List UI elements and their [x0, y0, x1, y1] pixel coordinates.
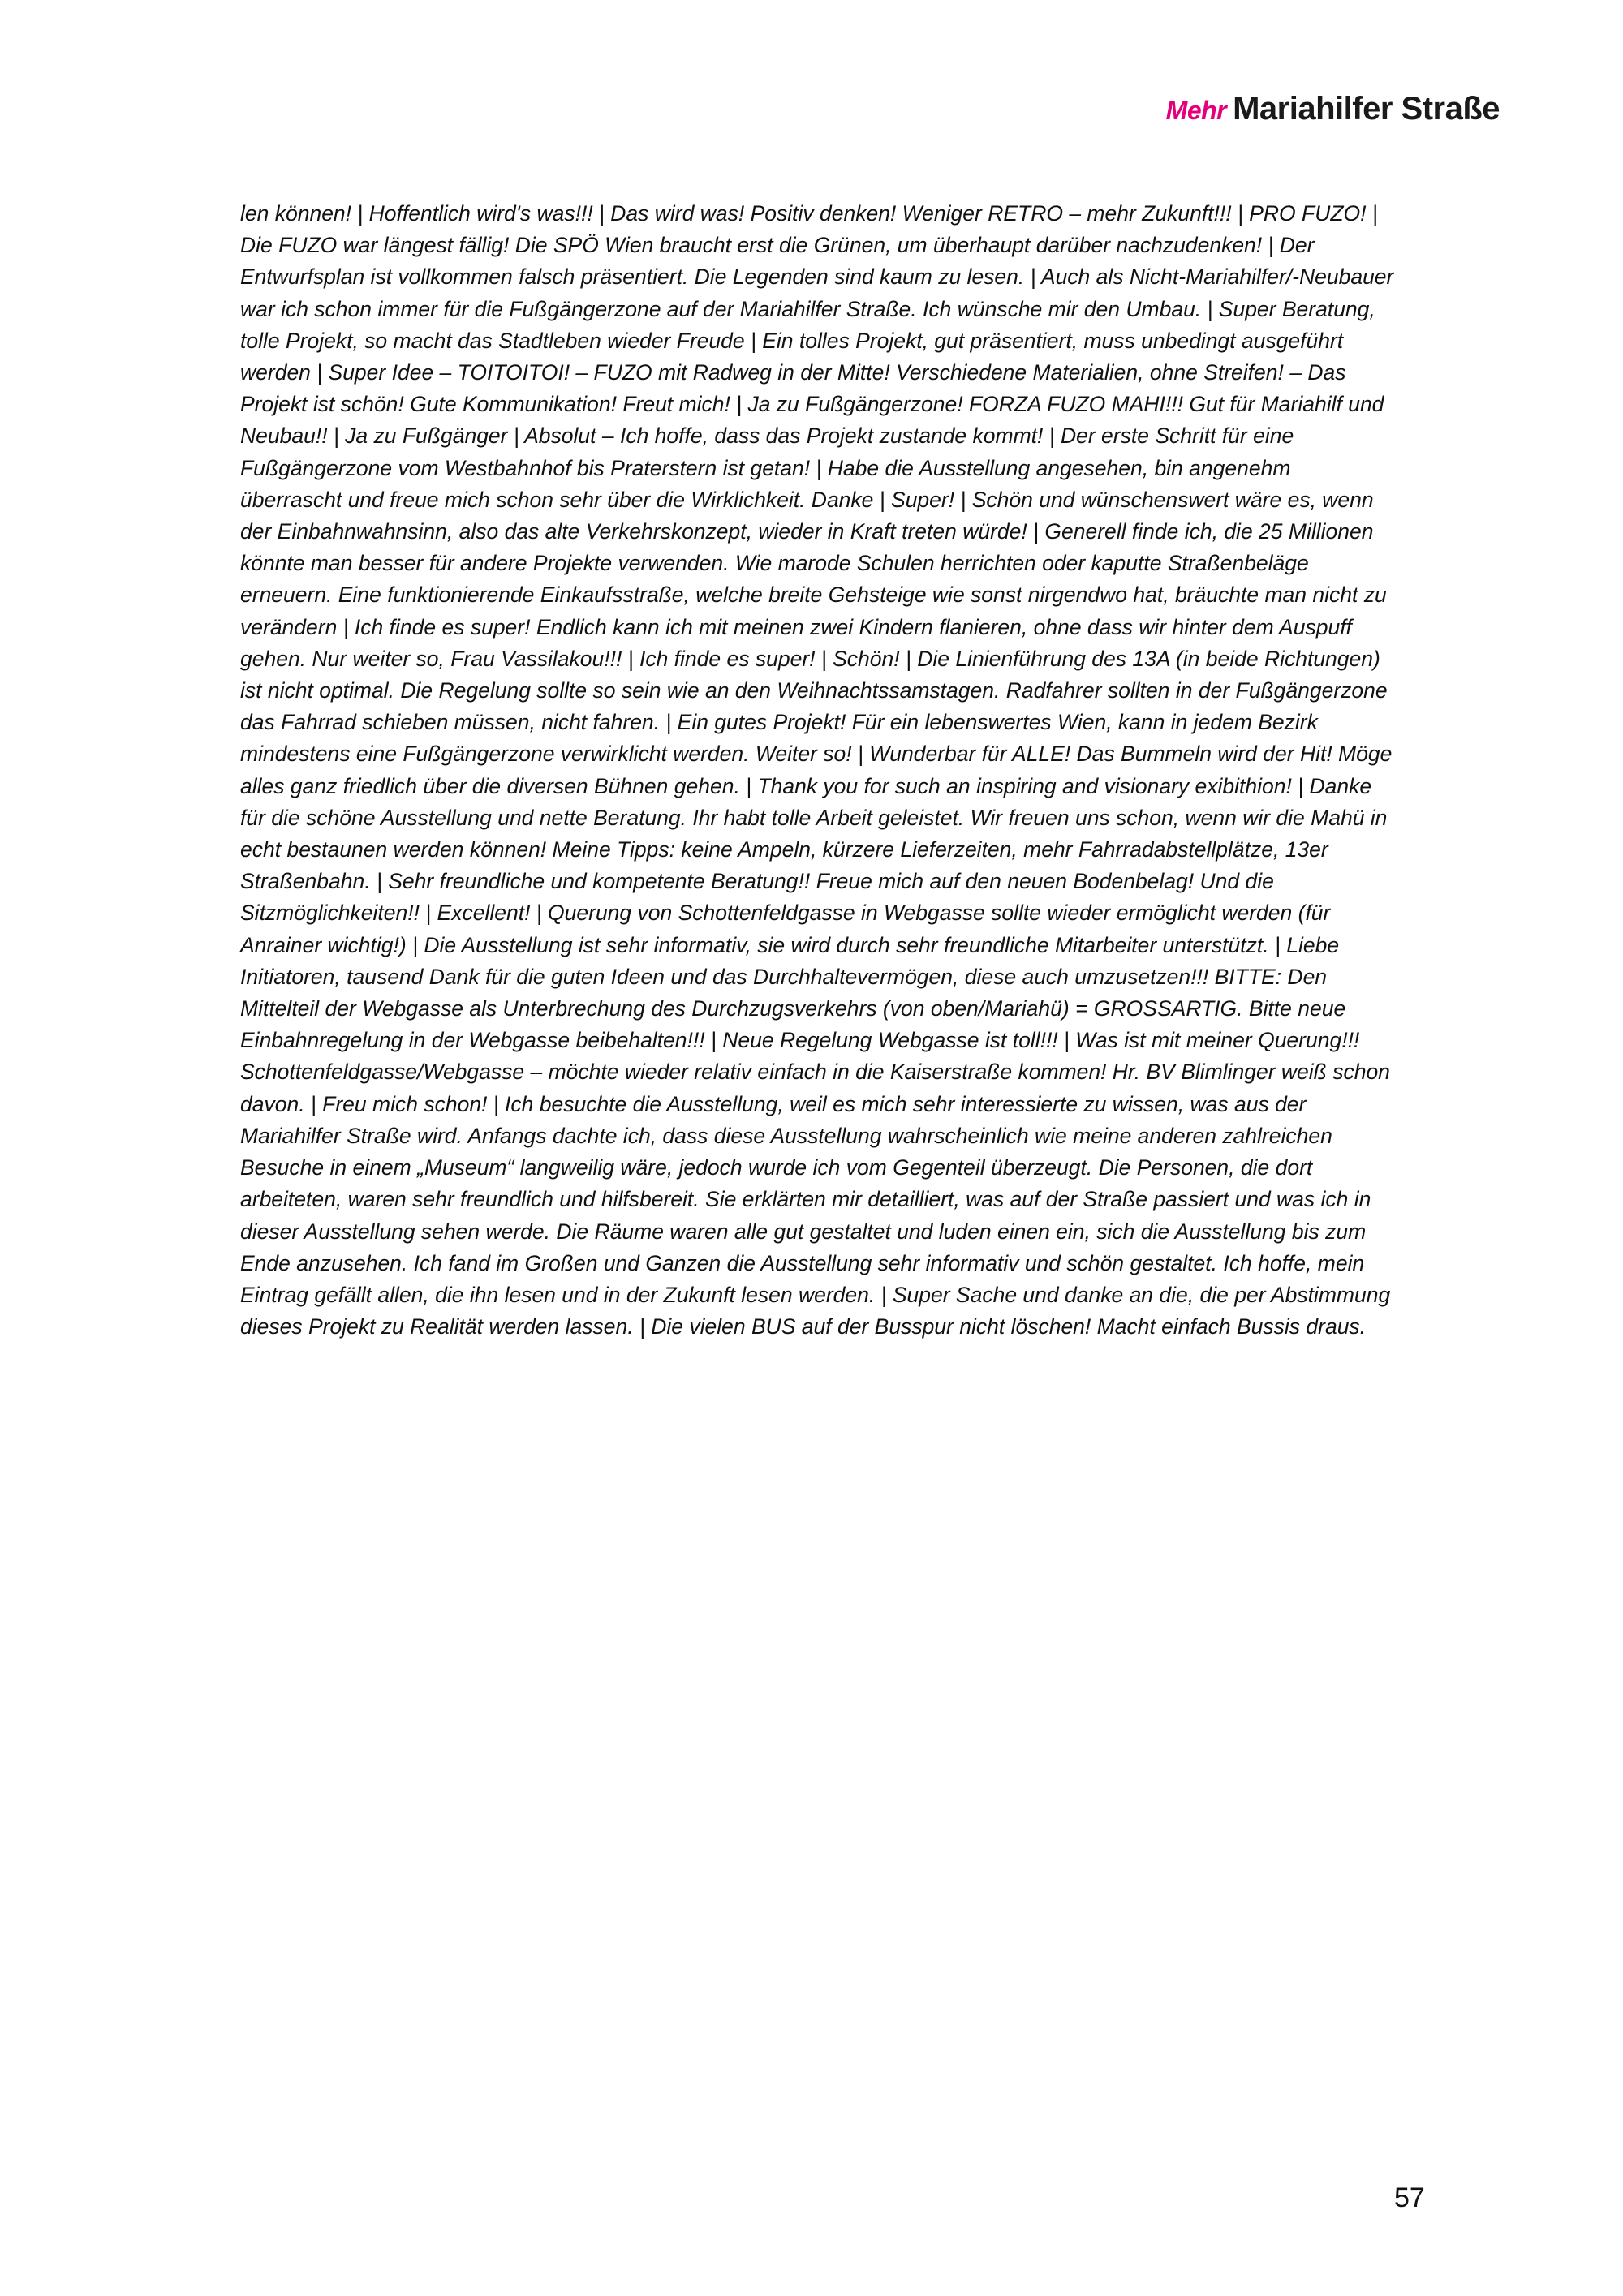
header-title: Mariahilfer Straße — [1233, 91, 1500, 127]
running-header — [1166, 91, 1500, 127]
header-prefix: Mehr — [1165, 96, 1227, 125]
page-number: 57 — [1394, 2182, 1425, 2213]
guestbook-comments-text: len können! | Hoffentlich wird's was!!! | Das wird was! Positiv denken! Weniger RETRO – mehr Zukunft!!! | PRO FUZO! | Die FUZO war längest fällig! Die SPÖ Wien braucht erst die Grünen, um überhaupt darüber nachzudenken! | Der Entwurfsplan ist vollkommen falsch präsentiert. Die Legenden sind kaum zu lesen. | Auch als Nicht-Mariahilfer/-Neubauer war ich schon immer für die Fußgängerzone auf der Mariahilfer Straße. Ich wünsche mir den Umbau. | Super Beratung, tolle Projekt, so macht das Stadtleben wieder Freude | Ein tolles Projekt, gut präsentiert, muss unbedingt ausgeführt werden | Super Idee – TOITOITOI! – FUZO mit Radweg in der Mitte! Verschiedene Materialien, ohne Streifen! – Das Projekt ist schön! Gute Kommunikation! Freut mich! | Ja zu Fußgängerzone! FORZA FUZO MAHI!!! Gut für Mariahilf und Neubau!! | Ja zu Fußgänger | Absolut – Ich hoffe, dass das Projekt zustande kommt! | Der erste Schritt für eine Fußgängerzone vom Westbahnhof bis Praterstern ist getan! | Habe die Ausstellung angesehen, bin angenehm überrascht und freue mich schon sehr über die Wirklichkeit. Danke | Super! | Schön und wünschenswert wäre es, wenn der Einbahnwahnsinn, also das alte Verkehrskonzept, wieder in Kraft treten würde! | Generell finde ich, die 25 Millionen könnte man besser für andere Projekte verwenden. Wie marode Schulen herrichten oder kaputte Straßenbeläge erneuern. Eine funktionierende Einkaufsstraße, welche breite Gehsteige wie sonst nirgendwo hat, bräuchte man nicht zu verändern | Ich finde es super! Endlich kann ich mit meinen zwei Kindern flanieren, ohne dass wir hinter dem Auspuff gehen. Nur weiter so, Frau Vassilakou!!! | Ich finde es super! | Schön! | Die Linienführung des 13A (in beide Richtungen) ist nicht optimal. Die Regelung sollte so sein wie an den Weihnachtssamstagen. Radfahrer sollten in der Fußgängerzone das Fahrrad schieben müssen, nicht fahren. | Ein gutes Projekt! Für ein lebenswertes Wien, kann in jedem Bezirk mindestens eine Fußgängerzone verwirklicht werden. Weiter so! | Wunderbar für ALLE! Das Bummeln wird der Hit! Möge alles ganz friedlich über die diversen Bühnen gehen. | Thank you for such an inspiring and visionary exibithion! | Danke für die schöne Ausstellung und nette Beratung. Ihr habt tolle Arbeit geleistet. Wir freuen uns schon, wenn wir die Mahü in echt bestaunen werden können! Meine Tipps: keine Ampeln, kürzere Lieferzeiten, mehr Fahrradabstellplätze, 13er Straßenbahn. | Sehr freundliche und kompetente Beratung!! Freue mich auf den neuen Bodenbelag! Und die Sitzmöglichkeiten!! | Excellent! | Querung von Schottenfeldgasse in Webgasse sollte wieder ermöglicht werden (für Anrainer wichtig!) | Die Ausstellung ist sehr informativ, sie wird durch sehr freundliche Mitarbeiter unterstützt. | Liebe Initiatoren, tausend Dank für die guten Ideen und das Durchhaltevermögen, diese auch umzusetzen!!! BITTE: Den Mittelteil der Webgasse als Unterbrechung des Durchzugsverkehrs (von oben/Mariahü) = GROSSARTIG. Bitte neue Einbahnregelung in der Webgasse beibehalten!!! | Neue Regelung Webgasse ist toll!!! | Was ist mit meiner Querung!!! Schottenfeldgasse/Webgasse – möchte wieder relativ einfach in die Kaiserstraße kommen! Hr. BV Blimlinger weiß schon davon. | Freu mich schon! | Ich besuchte die Ausstellung, weil es mich sehr interessierte zu wissen, was aus der Mariahilfer Straße wird. Anfangs dachte ich, dass diese Ausstellung wahrscheinlich wie meine anderen zahlreichen Besuche in einem „Museum“ langweilig wäre, jedoch wurde ich vom Gegenteil überzeugt. Die Personen, die dort arbeiteten, waren sehr freundlich und hilfsbereit. Sie erklärten mir detailliert, was auf der Straße passiert und was ich in dieser Ausstellung sehen werde. Die Räume waren alle gut gestaltet und luden einen ein, sich die Ausstellung bis zum Ende anzusehen. Ich fand im Großen und Ganzen die Ausstellung sehr informativ und schön gestaltet. Ich hoffe, mein Eintrag gefällt allen, die ihn lesen und in der Zukunft lesen werden. | Super Sache und danke an die, die per Abstimmung dieses Projekt zu Realität werden lassen. | Die vielen BUS auf der Busspur nicht löschen! Macht einfach Bussis draus. — [240, 201, 1394, 1339]
